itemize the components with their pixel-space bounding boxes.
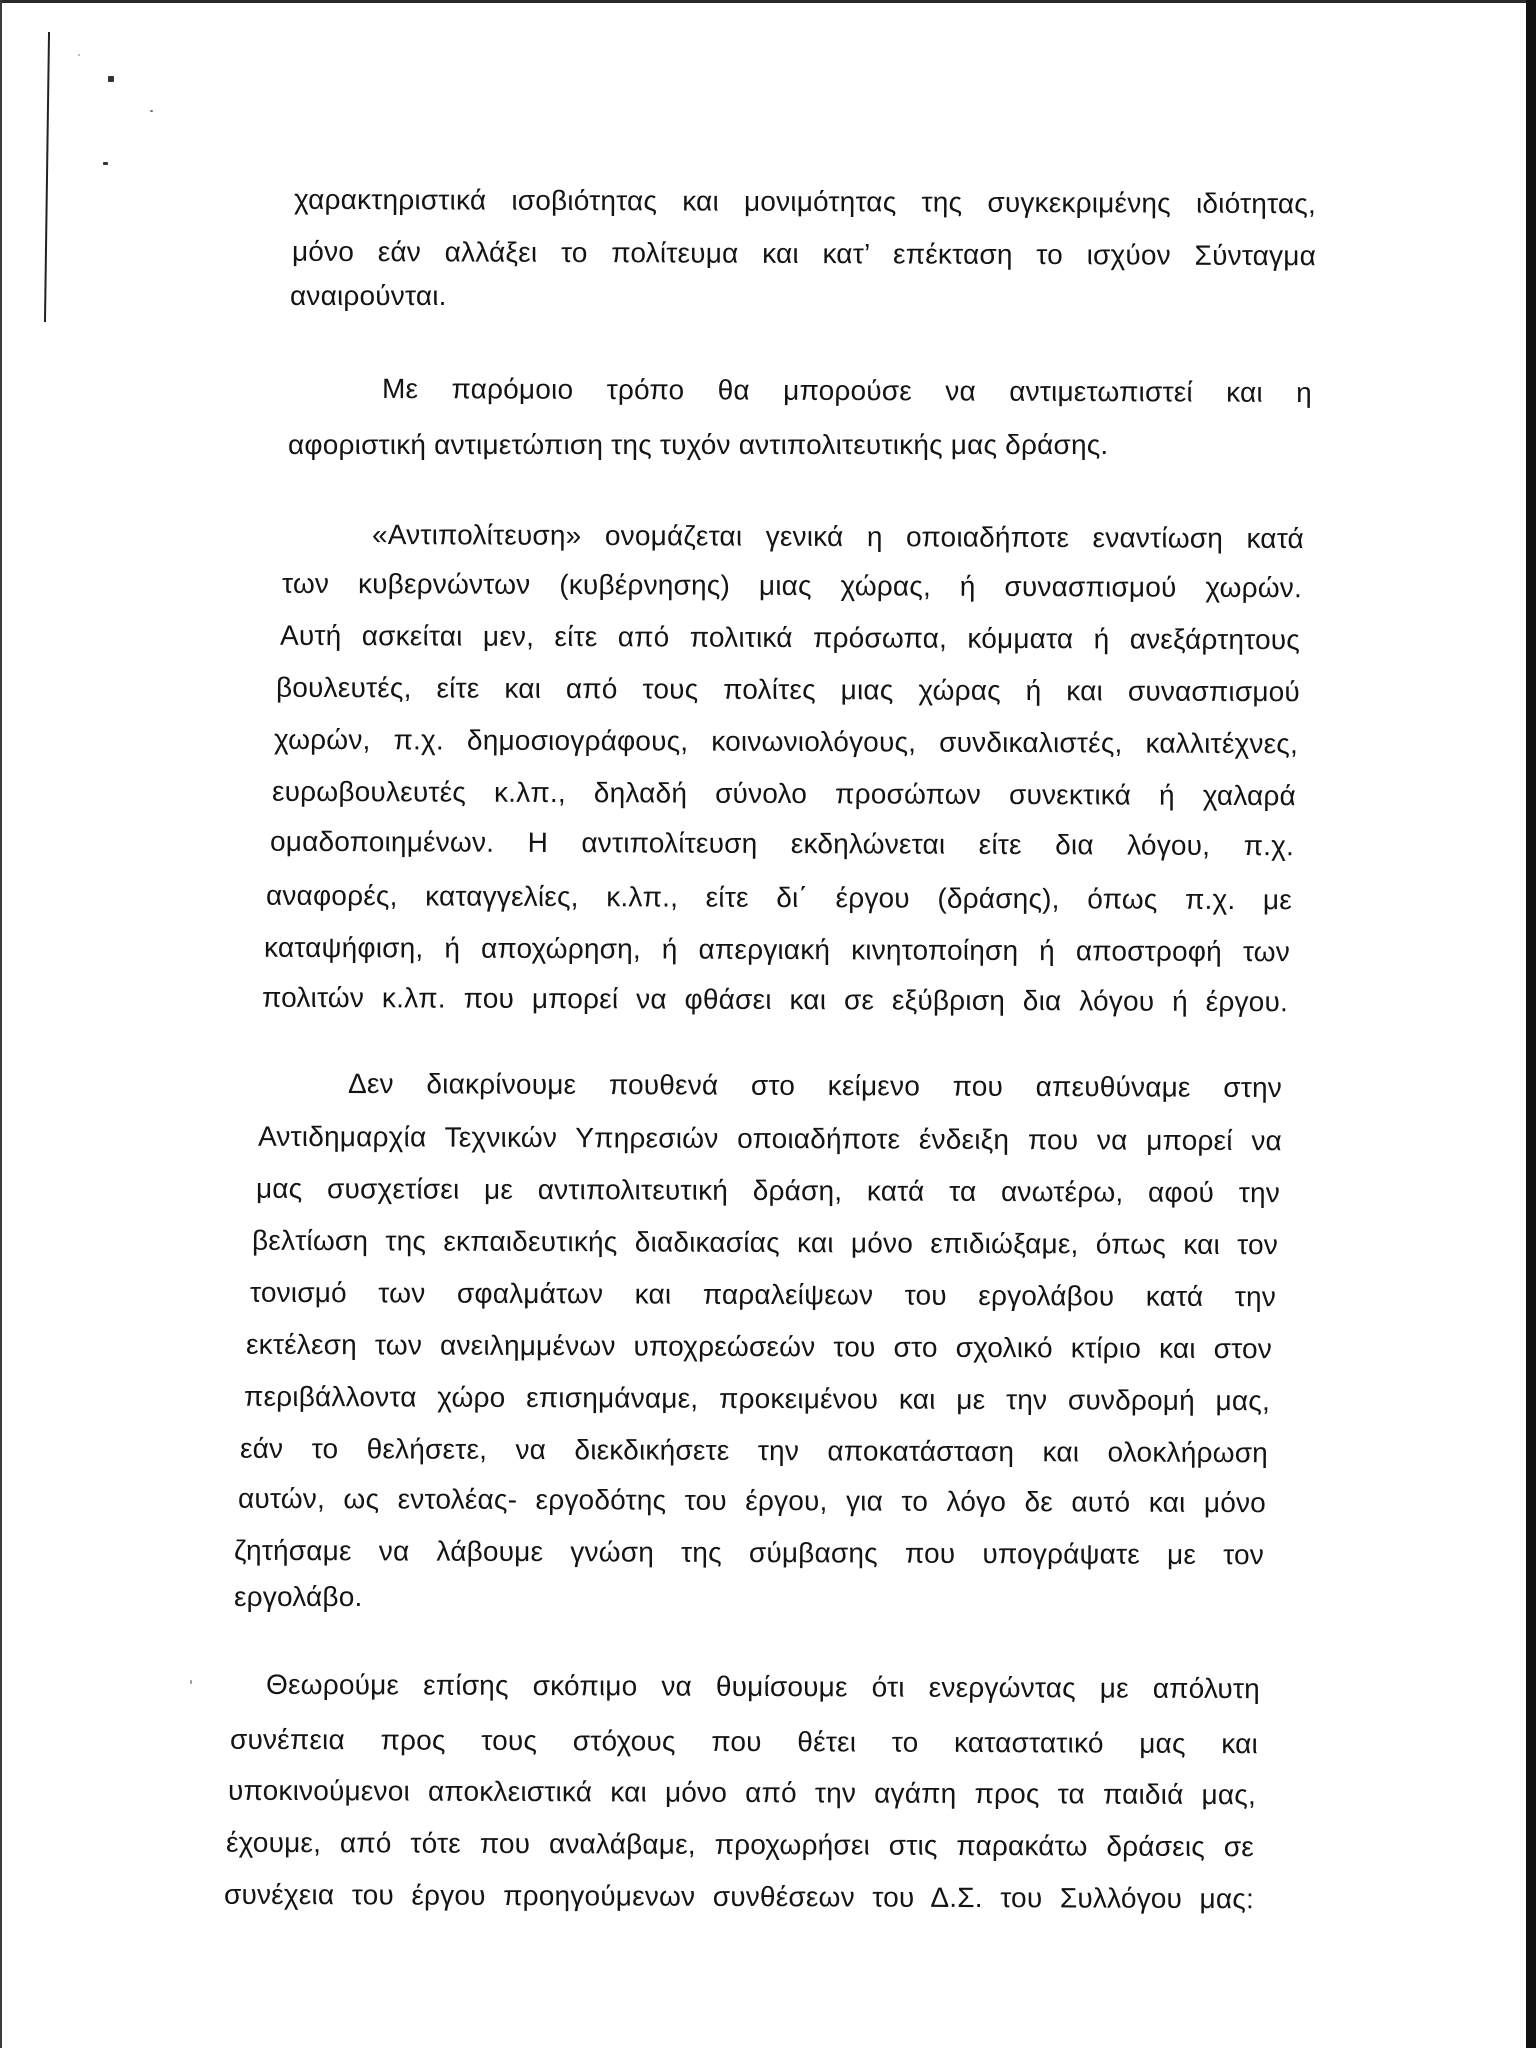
paragraph-3-line-10: πολιτών κ.λπ. που μπορεί να φθάσει και σε εξύβριση δια λόγου ή έργου. — [261, 981, 1289, 1018]
scan-edge-right — [1526, 0, 1536, 2048]
scan-speck — [103, 162, 108, 165]
paragraph-4-line-8: εάν το θελήσετε, να διεκδικήσετε την αποκατάσταση και ολοκλήρωση — [239, 1432, 1269, 1469]
paragraph-5-line-2: συνέπεια προς τους στόχους που θέτει το καταστατικό μας και — [229, 1723, 1259, 1760]
scan-speck — [190, 1680, 192, 1684]
paragraph-3-line-1: «Αντιπολίτευση» ονομάζεται γενικά η οποιαδήποτε εναντίωση κατά — [371, 518, 1305, 555]
scan-speck — [78, 54, 80, 56]
paragraph-3-line-3: Αυτή ασκείται μεν, είτε από πολιτικά πρόσωπα, κόμματα ή ανεξάρτητους — [279, 619, 1301, 656]
paragraph-4-line-11: εργολάβο. — [234, 1581, 363, 1612]
paragraph-4-line-6: εκτέλεση των ανειλημμένων υποχρεώσεών του στο σχολικό κτίριο και στον — [245, 1328, 1273, 1365]
paragraph-3-line-6: ευρωβουλευτές κ.λπ., δηλαδή σύνολο προσώπων συνεκτικά ή χαλαρά — [271, 775, 1297, 812]
binding-mark — [44, 32, 50, 322]
paragraph-4-line-1: Δεν διακρίνουμε πουθενά στο κείμενο που απευθύναμε στην — [347, 1067, 1283, 1104]
paragraph-2-line-1: Με παρόμοιο τρόπο θα μπορούσε να αντιμετωπιστεί και η — [381, 372, 1313, 409]
scan-speck — [150, 110, 153, 112]
paragraph-5-line-5: συνέχεια του έργου προηγούμενων συνθέσεων του Δ.Σ. του Συλλόγου μας: — [223, 1878, 1255, 1915]
paragraph-3-line-2: των κυβερνώντων (κυβέρνησης) μιας χώρας, ή συνασπισμού χωρών. — [281, 567, 1303, 604]
paragraph-4-line-10: ζητήσαμε να λάβουμε γνώση της σύμβασης που υπογράψατε με τον — [233, 1534, 1265, 1571]
paragraph-3-line-4: βουλευτές, είτε και από τους πολίτες μιας χώρας ή και συνασπισμού — [275, 671, 1301, 708]
paragraph-3-line-7: ομαδοποιημένων. Η αντιπολίτευση εκδηλώνεται είτε δια λόγου, π.χ. — [269, 825, 1295, 862]
scan-edge-left — [0, 0, 2, 2048]
paragraph-1-line-3: αναιρούνται. — [290, 280, 447, 311]
paragraph-5-line-4: έχουμε, από τότε που αναλάβαμε, προχωρήσει στις παρακάτω δράσεις σε — [225, 1826, 1255, 1863]
paragraph-4-line-4: βελτίωση της εκπαιδευτικής διαδικασίας και μόνο επιδιώξαμε, όπως και τον — [251, 1224, 1279, 1261]
scan-speck — [108, 76, 114, 82]
paragraph-4-line-3: μας συσχετίσει με αντιπολιτευτική δράση, κατά τα ανωτέρω, αφού την — [255, 1172, 1281, 1209]
paragraph-3-line-9: καταψήφιση, ή αποχώρηση, ή απεργιακή κινητοποίηση ή αποστροφή των — [263, 931, 1291, 968]
paragraph-2-line-2: αφοριστική αντιμετώπιση της τυχόν αντιπολιτευτικής μας δράσης. — [288, 429, 1109, 460]
paragraph-5-line-3: υποκινούμενοι αποκλειστικά και μόνο από την αγάπη προς τα παιδιά μας, — [227, 1774, 1257, 1811]
paragraph-4-line-9: αυτών, ως εντολέας- εργοδότης του έργου, για το λόγο δε αυτό και μόνο — [237, 1482, 1267, 1519]
paragraph-1-line-1: χαρακτηριστικά ισοβιότητας και μονιμότητας της συγκεκριμένης ιδιότητας, — [293, 183, 1317, 220]
paragraph-3-line-8: αναφορές, καταγγελίες, κ.λπ., είτε δι΄ έργου (δράσης), όπως π.χ. με — [265, 879, 1293, 916]
paragraph-4-line-2: Αντιδημαρχία Τεχνικών Υπηρεσιών οποιαδήποτε ένδειξη που να μπορεί να — [257, 1120, 1283, 1157]
paragraph-5-line-1: Θεωρούμε επίσης σκόπιμο να θυμίσουμε ότι ενεργώντας με απόλυτη — [265, 1668, 1261, 1705]
paragraph-3-line-5: χωρών, π.χ. δημοσιογράφους, κοινωνιολόγους, συνδικαλιστές, καλλιτέχνες, — [273, 723, 1299, 760]
paragraph-4-line-5: τονισμό των σφαλμάτων και παραλείψεων του εργολάβου κατά την — [249, 1276, 1277, 1313]
paragraph-1-line-2: μόνο εάν αλλάξει το πολίτευμα και κατ’ επέκταση το ισχύον Σύνταγμα — [291, 235, 1317, 272]
scan-edge-top — [0, 0, 1536, 3]
paragraph-4-line-7: περιβάλλοντα χώρο επισημάναμε, προκειμένου και με την συνδρομή μας, — [243, 1380, 1271, 1417]
